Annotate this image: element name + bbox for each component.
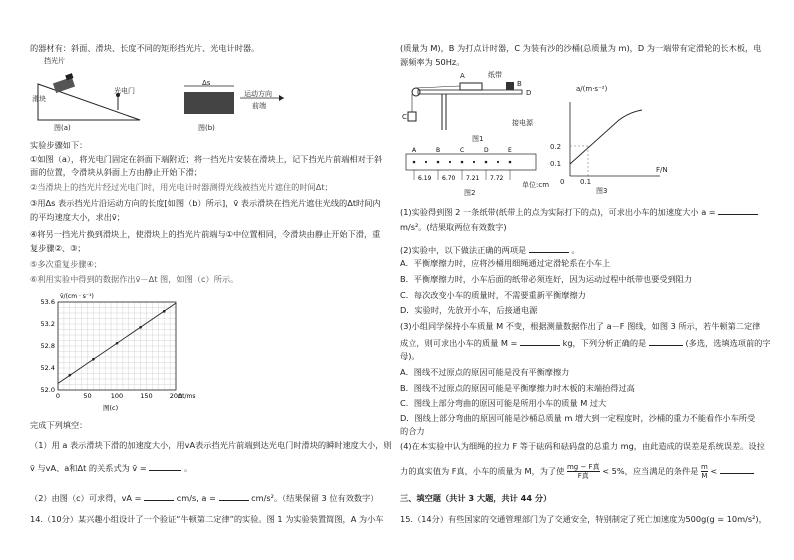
tape-dot	[509, 161, 512, 164]
stmt-c: C．图线上部分弯曲的原因可能是所用小车的质量 M 过大	[400, 398, 607, 408]
q1-line2	[30, 461, 192, 474]
answer-blank-accel[interactable]	[718, 205, 758, 215]
answer-blank-p3[interactable]	[649, 336, 683, 346]
fig3-ytick-02: 0.2	[550, 143, 562, 151]
steps-title: 实验步骤如下：	[30, 140, 88, 150]
fig1-paper-label: 纸带	[488, 71, 502, 79]
fig-a-shade-label: 挡光片	[44, 57, 65, 65]
tape-point-label: C	[460, 147, 465, 154]
fig1-label-C: C	[402, 113, 407, 121]
option-a: A．平衡摩擦力时，应将沙桶用细绳通过定滑轮系在小车上	[400, 258, 611, 268]
answer-blank-q1[interactable]	[149, 461, 181, 471]
fig3-caption: 图3	[596, 187, 608, 195]
x-tick-label: 100	[110, 392, 124, 400]
data-point	[139, 326, 142, 329]
fig1-label-A: A	[460, 72, 465, 80]
q14-continued-line1: (质量为 M)，B 为打点计时器，C 为装有沙的沙桶(总质量为 m)，D 为一端带有定滑轮的长木板，电	[400, 43, 762, 53]
fig3-xtick-01: 0.1	[580, 178, 592, 186]
fig-a-gate-label: 光电门	[114, 87, 135, 95]
q14-continued-line2: 源频率为 50Hz。	[400, 57, 465, 67]
x-tick-label: 0	[55, 392, 61, 400]
step6-text: ⑥利用实验中得到的数据作出v̄－Δt 图，如图（c）所示。	[30, 274, 239, 284]
y-tick-label: 52.8	[40, 342, 55, 350]
step1-line2: 面的位置，令滑块从斜面上方由静止开始下滑；	[30, 167, 202, 177]
figure-3-af-graph	[564, 98, 664, 184]
fig3-xtick-0: 0	[560, 178, 565, 186]
fig1-label-B: B	[517, 80, 522, 88]
chart-caption: 图(c)	[103, 404, 119, 412]
fraction-mass	[701, 463, 708, 480]
answer-blank-mass[interactable]	[520, 336, 560, 346]
tape-distance: 7.72	[490, 175, 504, 182]
q2-line	[30, 491, 378, 504]
stmt-d-line1: D．图线上部分弯曲的原因可能是沙桶总质量 m 增大到一定程度时，沙桶的重力不能看作小车所受	[400, 413, 756, 423]
q2-va-text: （2）由图（c）可求得，vA =	[30, 493, 142, 503]
fig-b-direction: 运动方向	[244, 90, 272, 98]
fig-b-caption: 图(b)	[198, 124, 215, 132]
data-point	[163, 310, 166, 313]
left-column	[30, 0, 402, 560]
fig3-xlabel: F/N	[656, 166, 668, 174]
option-b: B．平衡摩擦力时，小车后面的纸带必须连好，因为运动过程中纸带也要受到阻力	[400, 274, 693, 284]
step5-text: ⑤多次重复步骤④；	[30, 259, 102, 269]
p3-analysis-text: kg，下列分析正确的是	[562, 338, 647, 348]
x-tick-label: 200	[169, 392, 183, 400]
intro-text: 的器材有：斜面、滑块、长度不同的矩形挡光片、光电计时器。	[30, 43, 260, 53]
velocity-time-chart	[30, 290, 196, 412]
y-tick-label: 53.6	[40, 298, 55, 306]
q2-a-text: cm/s, a =	[176, 493, 216, 503]
p4-line2	[400, 463, 754, 480]
step2-text: ②当滑块上的挡光片经过光电门时，用光电计时器测得光线被挡光片遮住的时间Δt；	[30, 182, 333, 192]
answer-blank-a[interactable]	[219, 491, 249, 501]
tape-distance: 6.19	[418, 175, 432, 182]
tape-dot	[413, 161, 416, 164]
step4-line2: 复步骤②、③；	[30, 243, 86, 253]
p2-end: 。	[571, 245, 580, 255]
fig1-power-label: 接电源	[512, 119, 533, 127]
fig1-label-D: D	[526, 89, 532, 97]
fig-b-front: 前端	[252, 102, 266, 110]
p1-line2: m/s²。(结果取两位有效数字)	[400, 222, 507, 232]
p4-line1: (4)在本实验中认为细绳的拉力 F 等于砝码和砝码盘的总重力 mg，由此造成的误差是系统误差。设拉	[400, 441, 765, 451]
step4-line1: ④将另一挡光片换到滑块上，使滑块上的挡光片前端与①中位置相同，令滑块由静止开始下滑，重	[30, 229, 381, 239]
fig2-caption: 图2	[464, 189, 476, 197]
fraction-m: m	[700, 463, 708, 471]
answer-blank-va[interactable]	[144, 491, 174, 501]
section-heading: 三、填空题（共计 3 大题，共计 44 分）	[400, 493, 552, 503]
tape-distance: 6.70	[442, 175, 456, 182]
q1-end: 。	[183, 463, 193, 473]
tape-dot-mid	[473, 161, 475, 163]
q2-unit-text: cm/s²。（结果保留 3 位有效数字）	[251, 493, 379, 503]
y-tick-label: 53.2	[40, 320, 55, 328]
tape-point-label: D	[484, 147, 489, 154]
data-point	[69, 374, 72, 377]
stmt-d-line2: 的合力	[400, 426, 425, 436]
step1-line1: ①如图（a），将光电门固定在斜面下端附近；将一挡光片安装在滑块上，记下挡光片前端相对于斜	[30, 154, 383, 164]
p2-line	[400, 243, 580, 256]
fig2-unit: 单位:cm	[522, 181, 550, 189]
step3-line2: 的平均速度大小，求出v̄；	[30, 212, 125, 222]
p1-line1	[400, 205, 758, 218]
x-tick-label: 150	[140, 392, 153, 400]
tape-point-label: E	[508, 147, 512, 154]
q1-line1: （1）用 a 表示滑块下滑的加速度大小，用vA表示挡光片前端到达光电门时滑块的瞬时速度大小，则	[30, 440, 392, 450]
answer-blank-p2[interactable]	[529, 243, 569, 253]
p3-line3: 母)。	[400, 351, 420, 361]
tape-dot	[437, 161, 440, 164]
y-tick-label: 52.0	[40, 386, 55, 394]
bucket-shape	[408, 112, 416, 121]
p4-text: 力的真实值为 F真，小车的质量为 M，为了使	[400, 466, 565, 476]
y-tick-label: 52.4	[40, 364, 55, 372]
chart-xlabel: Δt/ms	[178, 393, 196, 400]
fill-title: 完成下列填空：	[30, 420, 88, 430]
x-tick-label: 50	[83, 392, 92, 400]
question-15: 15.（14分）有些国家的交通管理部门为了交通安全，特别制定了死亡加速度为500g(g = 10m/s²)，	[400, 514, 767, 524]
p1-text: (1)实验得到图 2 一条纸带(纸带上的点为实际打下的点)，可求出小车的加速度大小 a =	[400, 207, 716, 217]
fraction-M: M	[701, 472, 708, 480]
rope-shape	[416, 86, 460, 88]
block-shape	[53, 77, 75, 93]
data-point	[116, 342, 119, 345]
fraction-error	[567, 463, 600, 480]
p3-line2	[400, 336, 771, 349]
tape-dot	[461, 161, 464, 164]
tape-dot	[485, 161, 488, 164]
stmt-b: B．图线不过原点的原因可能是平衡摩擦力时木板的末端抬得过高	[400, 383, 635, 393]
option-c: C．每次改变小车的质量时，不需要重新平衡摩擦力	[400, 290, 586, 300]
tape-dot-mid	[425, 161, 427, 163]
tape-distance: 7.21	[466, 175, 480, 182]
tape-point-label: A	[412, 147, 417, 154]
timer-shape	[506, 82, 514, 90]
right-column	[400, 0, 772, 560]
fig-a-caption: 图(a)	[54, 124, 71, 132]
arrow-head	[279, 95, 284, 101]
cart-shape	[460, 83, 482, 90]
p3-mass-text: 成立，则可求出小车的质量 M =	[400, 338, 518, 348]
step3-line1: ③用Δs 表示挡光片沿运动方向的长度[如图（b）所示]，v̄ 表示滑块在挡光片遮住光线的Δt时间内	[30, 198, 381, 208]
figure-b-shade	[180, 80, 290, 122]
p4-less-than: <	[710, 466, 718, 476]
figure-a-incline	[30, 60, 160, 132]
data-point	[92, 358, 95, 361]
fig3-ytick-01: 0.1	[550, 160, 562, 168]
board-shape	[418, 90, 522, 94]
fig-b-delta-s: Δs	[202, 79, 211, 87]
fraction-den: F真	[577, 472, 589, 480]
fig3-ylabel: a/(m·s⁻²)	[576, 85, 608, 93]
question-14: 14.（10分）某兴趣小组设计了一个验证“牛顿第二定律”的实验。图 1 为实验装置简图，A 为小车	[30, 514, 384, 524]
p3-line1: (3)小组同学保持小车质量 M 不变，根据测量数据作出了 a－F 图线，如图 3 所示，若牛顿第二定律	[400, 321, 761, 331]
af-curve	[570, 110, 642, 164]
chart-ylabel: v̄/(cm · s⁻¹)	[60, 293, 94, 300]
shade-rect	[184, 92, 234, 114]
q1-relation-text: v̄ 与vA、a和Δt 的关系式为 v̄ =	[30, 463, 147, 473]
option-d: D．实验时，先放开小车，后接通电源	[400, 305, 538, 315]
p2-text: (2)实验中，以下做法正确的两项是	[400, 245, 527, 255]
tape-point-label: B	[436, 147, 441, 154]
fraction-num: mg − F真	[566, 463, 600, 471]
p3-choice-text: (多选，选填选项前的字	[685, 338, 771, 348]
fig1-caption: 图1	[472, 135, 484, 143]
p4-condition-text: < 5%，应当满足的条件是	[602, 466, 699, 476]
tape-dot-mid	[497, 161, 499, 163]
stmt-a: A．图线不过原点的原因可能是没有平衡摩擦力	[400, 367, 570, 377]
fig-a-block-label: 滑块	[32, 95, 46, 103]
answer-blank-ratio[interactable]	[720, 464, 754, 474]
tape-dot-mid	[449, 161, 451, 163]
